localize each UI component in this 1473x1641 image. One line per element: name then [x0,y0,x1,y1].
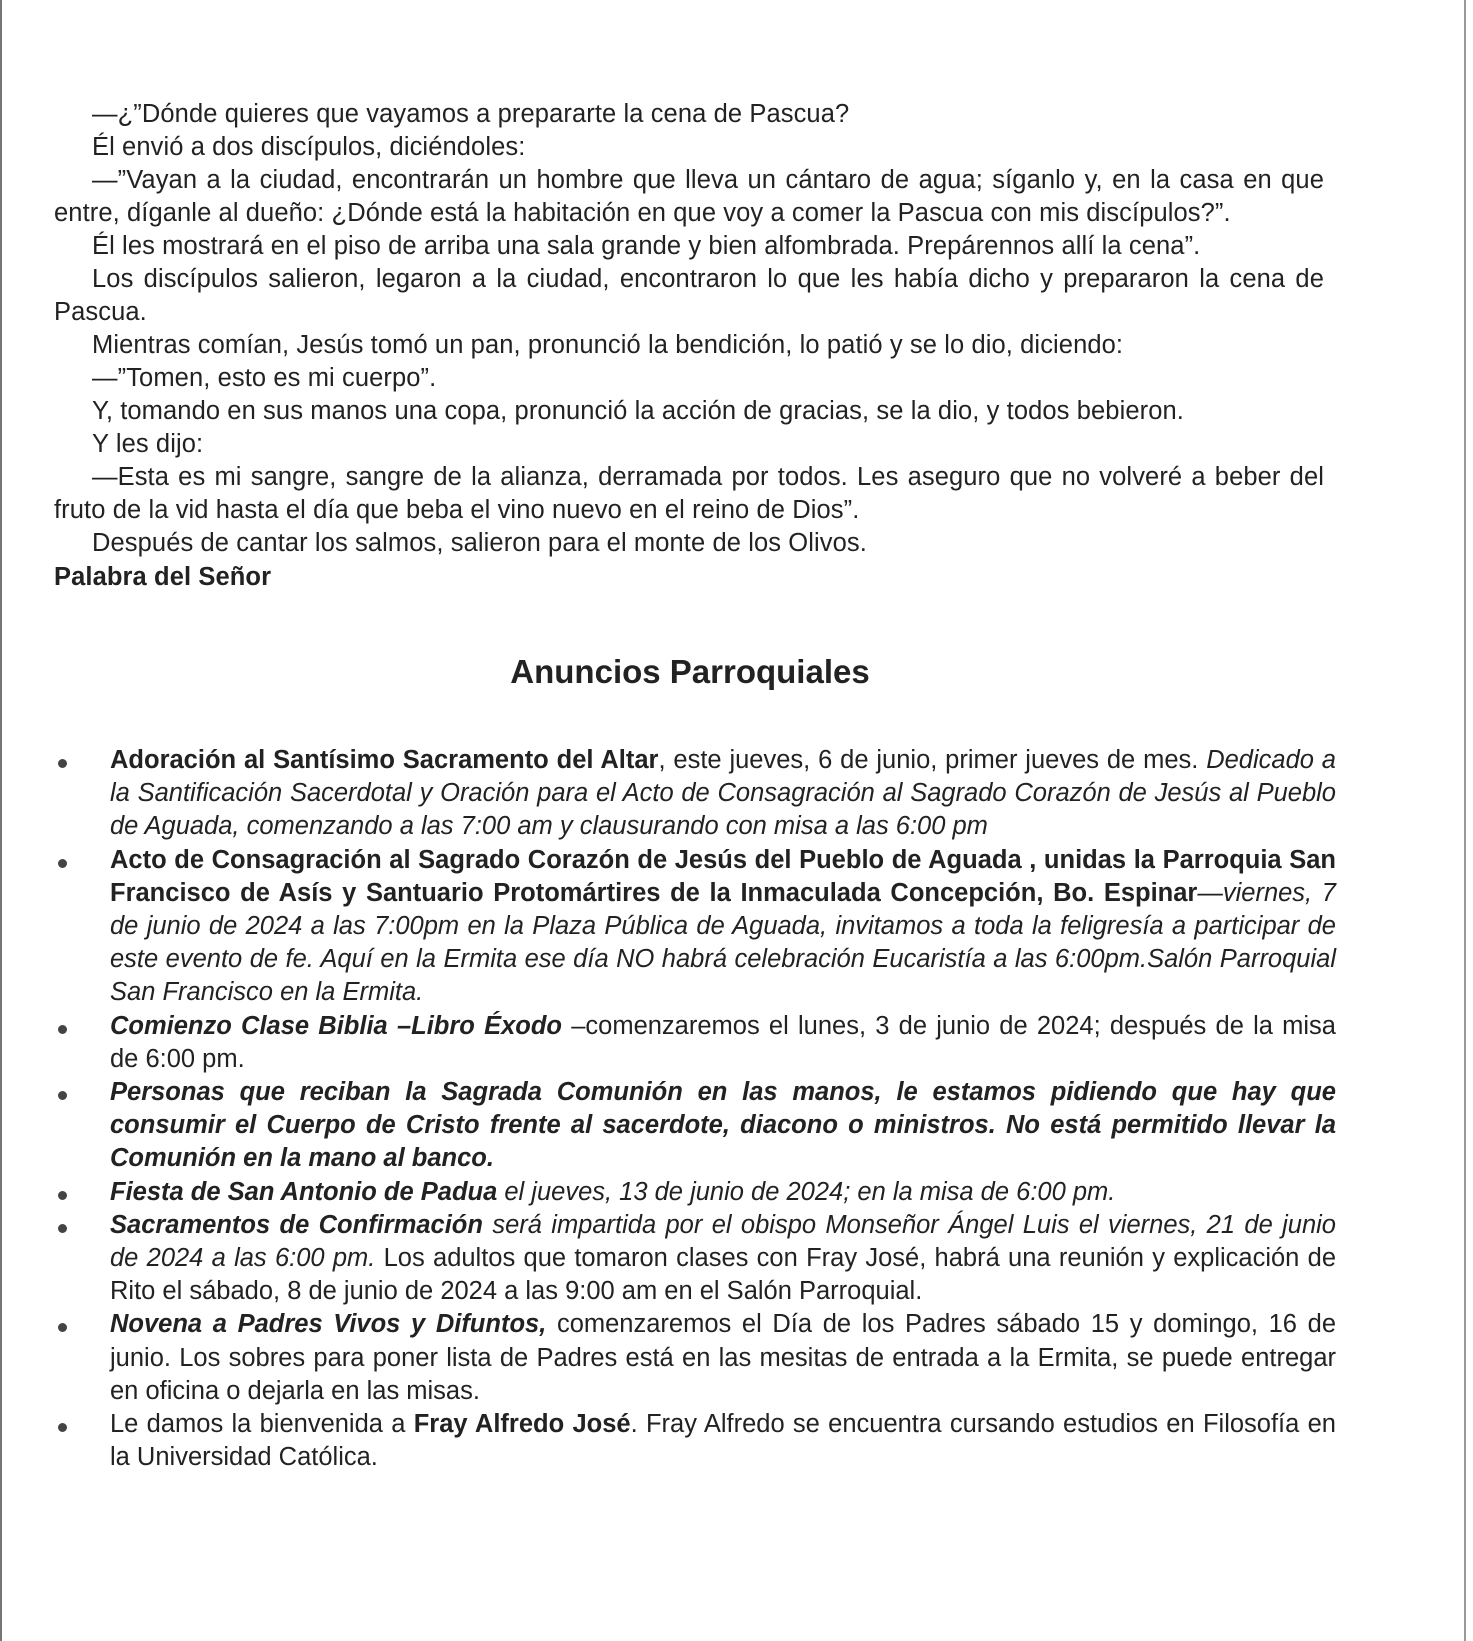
gospel-line: Y, tomando en sus manos una copa, pronunció la acción de gracias, se la dio, y todos bebieron. [92,397,1184,425]
bullet-icon [58,1025,67,1034]
bullet-icon [58,859,67,868]
announcement-detail: será impartida por el obispo Monseñor Ángel Luis el viernes, 21 de junio de 2024 a las 6:00 pm. [110,1210,1336,1273]
announcement-title: Novena a Padres Vivos y Difuntos, [110,1310,547,1339]
gospel-reading [54,98,1324,594]
announcement-detail: Dedicado a la Santificación Sacerdotal y Oración para el Acto de Consagración al Sagrado Corazón de Jesús al Pueblo de Aguada, comenzando a las 7:00 am y clausurando con misa a las 6:00 pm [110,746,1336,841]
bullet-icon [58,759,67,768]
announcement-title: Sacramentos de Confirmación [110,1210,483,1239]
announcement-item [54,1010,1336,1076]
announcement-item [54,844,1336,1010]
gospel-line: Y les dijo: [92,430,204,458]
bullet-icon [58,1323,67,1332]
announcement-detail: el jueves, 13 de junio de 2024; en la misa de 6:00 pm. [497,1177,1116,1206]
gospel-line: Él envió a dos discípulos, diciéndoles: [92,133,526,161]
announcement-title: Fiesta de San Antonio de Padua [110,1177,498,1206]
announcement-item [54,1076,1336,1176]
announcement-title: Acto de Consagración al Sagrado Corazón de Jesús del Pueblo de Aguada , unidas la Parroquia San Francisco de Asís y Santuario Protomártires de la Inmaculada Concepción, Bo. Espinar [110,845,1336,907]
announcement-text: . Fray Alfredo se encuentra cursando estudios en Filosofía en la Universidad Católica. [110,1410,1336,1472]
scan-edge-right [1464,0,1466,1641]
gospel-line: Mientras comían, Jesús tomó un pan, pronunció la bendición, lo patió y se lo dio, diciendo: [92,331,1124,359]
gospel-line: —¿”Dónde quieres que vayamos a prepararte la cena de Pascua? [92,100,850,128]
announcement-text: , este jueves, 6 de junio, primer jueves de mes. [658,746,1207,774]
bullet-icon [58,1191,67,1200]
bullet-icon [58,1423,67,1432]
gospel-line: Él les mostrará en el piso de arriba una sala grande y bien alfombrada. Prepárennos allí la cena”. [92,232,1201,260]
bullet-icon [58,1224,67,1233]
bullet-icon [58,1091,67,1100]
announcement-text: Le damos la bienvenida a [110,1410,414,1439]
announcements-list [54,744,1336,1474]
announcement-item [54,1408,1336,1474]
announcement-detail: —viernes, 7 de junio de 2024 a las 7:00pm en la Plaza Pública de Aguada, invitamos a toda la feligresía a participar de este evento de fe. Aquí en la Ermita ese día NO habrá celebración Eucaristía a las 6:00pm.Salón Parroquial San Francisco en la Ermita. [110,878,1336,1007]
gospel-line: —”Vayan a la ciudad, encontrarán un hombre que lleva un cántaro de agua; síganlo y, en la casa en que entre, díganle al dueño: ¿Dónde está la habitación en que voy a comer la Pascua con mis discípulos?”. [54,166,1324,227]
announcements-title: Anuncios Parroquiales [510,653,870,690]
announcement-item [54,1308,1336,1408]
gospel-line: —Esta es mi sangre, sangre de la alianza, derramada por todos. Les aseguro que no volveré a beber del fruto de la vid hasta el día que beba el vino nuevo en el reino de Dios”. [54,463,1324,524]
gospel-line: Después de cantar los salmos, salieron para el monte de los Olivos. [92,529,867,557]
announcement-text: Los adultos que tomaron clases con Fray José, habrá una reunión y explicación de Rito el sábado, 8 de junio de 2024 a las 9:00 am en el Salón Parroquial. [110,1244,1336,1306]
announcement-item [54,744,1336,844]
announcement-title: Personas que reciban la Sagrada Comunión en las manos, le estamos pidiendo que hay que consumir el Cuerpo de Cristo frente al sacerdote, diacono o ministros. No está permitido llevar la Comunión en la mano al banco. [110,1078,1336,1173]
announcement-text: comenzaremos el Día de los Padres sábado 15 y domingo, 16 de junio. Los sobres para poner lista de Padres está en las mesitas de entrada a la Ermita, se puede entregar en oficina o dejarla en las misas. [110,1310,1336,1405]
announcement-item [54,1209,1336,1309]
gospel-line: Los discípulos salieron, legaron a la ciudad, encontraron lo que les había dicho y prepararon la cena de Pascua. [54,265,1324,326]
scan-edge-left [0,0,2,1641]
announcement-title: Adoración al Santísimo Sacramento del Altar [110,746,659,774]
announcement-title: Fray Alfredo José [413,1410,631,1439]
gospel-line: —”Tomen, esto es mi cuerpo”. [92,364,437,392]
announcement-title: Comienzo Clase Biblia –Libro Éxodo [110,1011,562,1040]
gospel-closing: Palabra del Señor [54,563,272,591]
announcement-text: –comenzaremos el lunes, 3 de junio de 2024; después de la misa de 6:00 pm. [110,1011,1336,1073]
announcement-item [54,1176,1336,1209]
